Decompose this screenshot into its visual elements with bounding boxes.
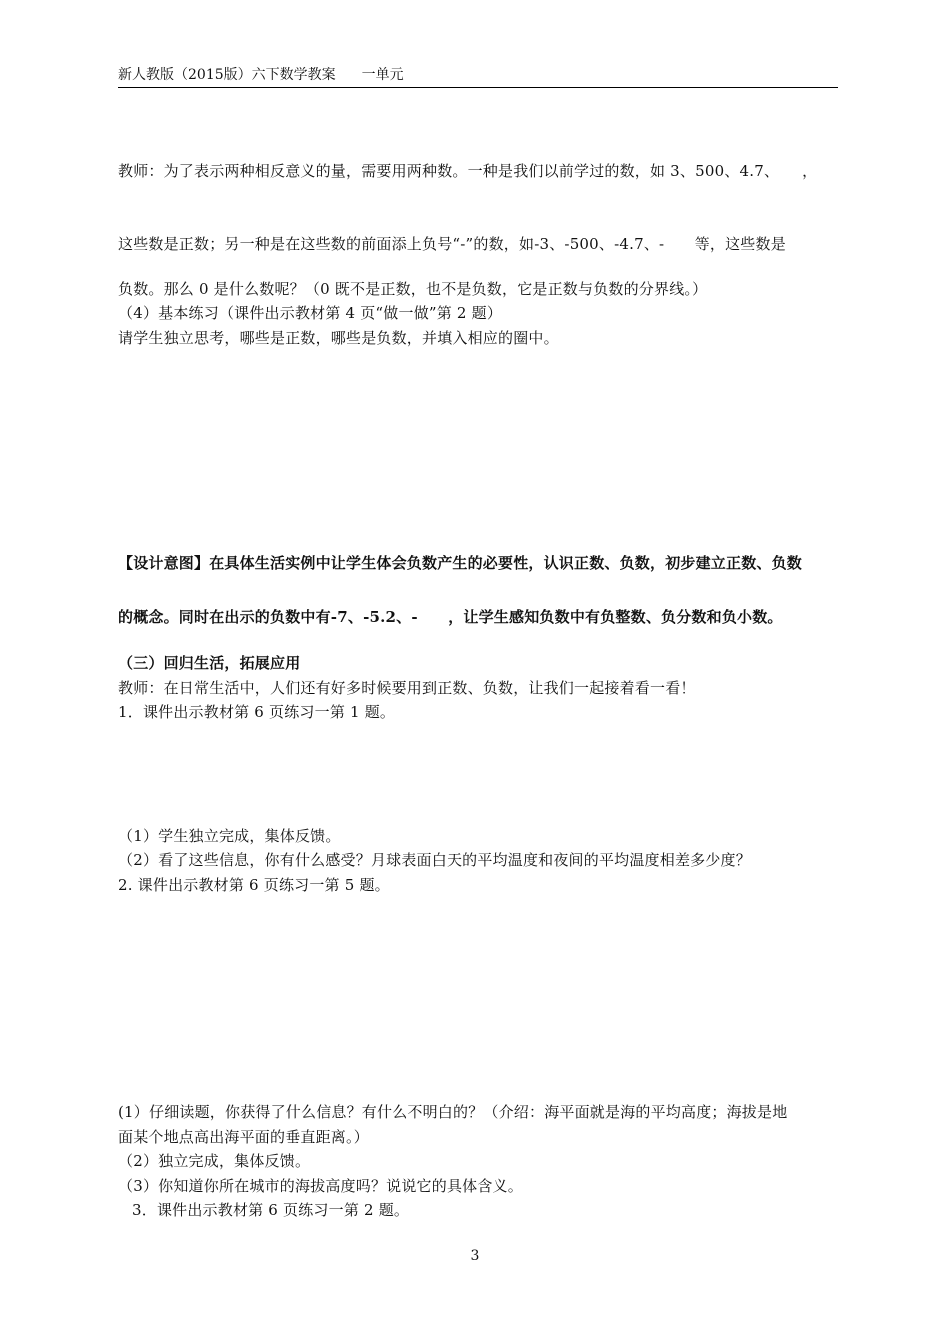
paragraph-line: 3．课件出示教材第 6 页练习一第 2 题。 xyxy=(132,1201,410,1219)
page-number: 3 xyxy=(470,1248,480,1264)
paragraph-line: （1）学生独立完成，集体反馈。 xyxy=(118,827,341,845)
paragraph-line: （2）看了这些信息，你有什么感受？月球表面白天的平均温度和夜间的平均温度相差多少度？ xyxy=(118,851,751,869)
page-header xyxy=(118,64,838,88)
paragraph-line: 1．课件出示教材第 6 页练习一第 1 题。 xyxy=(118,703,396,721)
design-intent-line: 的概念。同时在出示的负数中有-7、-5.2、- ，让学生感知负数中有负整数、负分数和负小数。 xyxy=(118,608,783,626)
paragraph-line: 面某个地点高出海平面的垂直距离。） xyxy=(118,1128,369,1146)
paragraph-line: （2）独立完成，集体反馈。 xyxy=(118,1152,311,1170)
paragraph-line: (1）仔细读题，你获得了什么信息？有什么不明白的？（介绍：海平面就是海的平均高度；海拔是地 xyxy=(118,1103,788,1121)
paragraph-line: （3）你知道你所在城市的海拔高度吗？说说它的具体含义。 xyxy=(118,1177,523,1195)
section-heading: （三）回归生活，拓展应用 xyxy=(118,654,301,672)
paragraph-line: 这些数是正数；另一种是在这些数的前面添上负号“-”的数，如-3、-500、-4.7、- 等，这些数是 xyxy=(118,235,786,253)
paragraph-line: 教师：在日常生活中，人们还有好多时候要用到正数、负数，让我们一起接着看一看！ xyxy=(118,679,696,697)
paragraph-line: 教师：为了表示两种相反意义的量，需要用两种数。一种是我们以前学过的数，如 3、500、4.7、 ， xyxy=(118,162,818,180)
paragraph-line: 2. 课件出示教材第 6 页练习一第 5 题。 xyxy=(118,876,390,894)
paragraph-line: 请学生独立思考，哪些是正数，哪些是负数，并填入相应的圈中。 xyxy=(118,329,559,347)
header-unit: 一单元 xyxy=(361,67,404,83)
paragraph-line: 负数。那么 0 是什么数呢？（0 既不是正数，也不是负数，它是正数与负数的分界线。） xyxy=(118,280,708,298)
design-intent-line: 【设计意图】在具体生活实例中让学生体会负数产生的必要性，认识正数、负数，初步建立正数、负数 xyxy=(118,554,803,572)
header-title: 新人教版（2015版）六下数学教案 xyxy=(118,67,336,83)
paragraph-line: （4）基本练习（课件出示教材第 4 页“做一做”第 2 题） xyxy=(118,304,503,322)
